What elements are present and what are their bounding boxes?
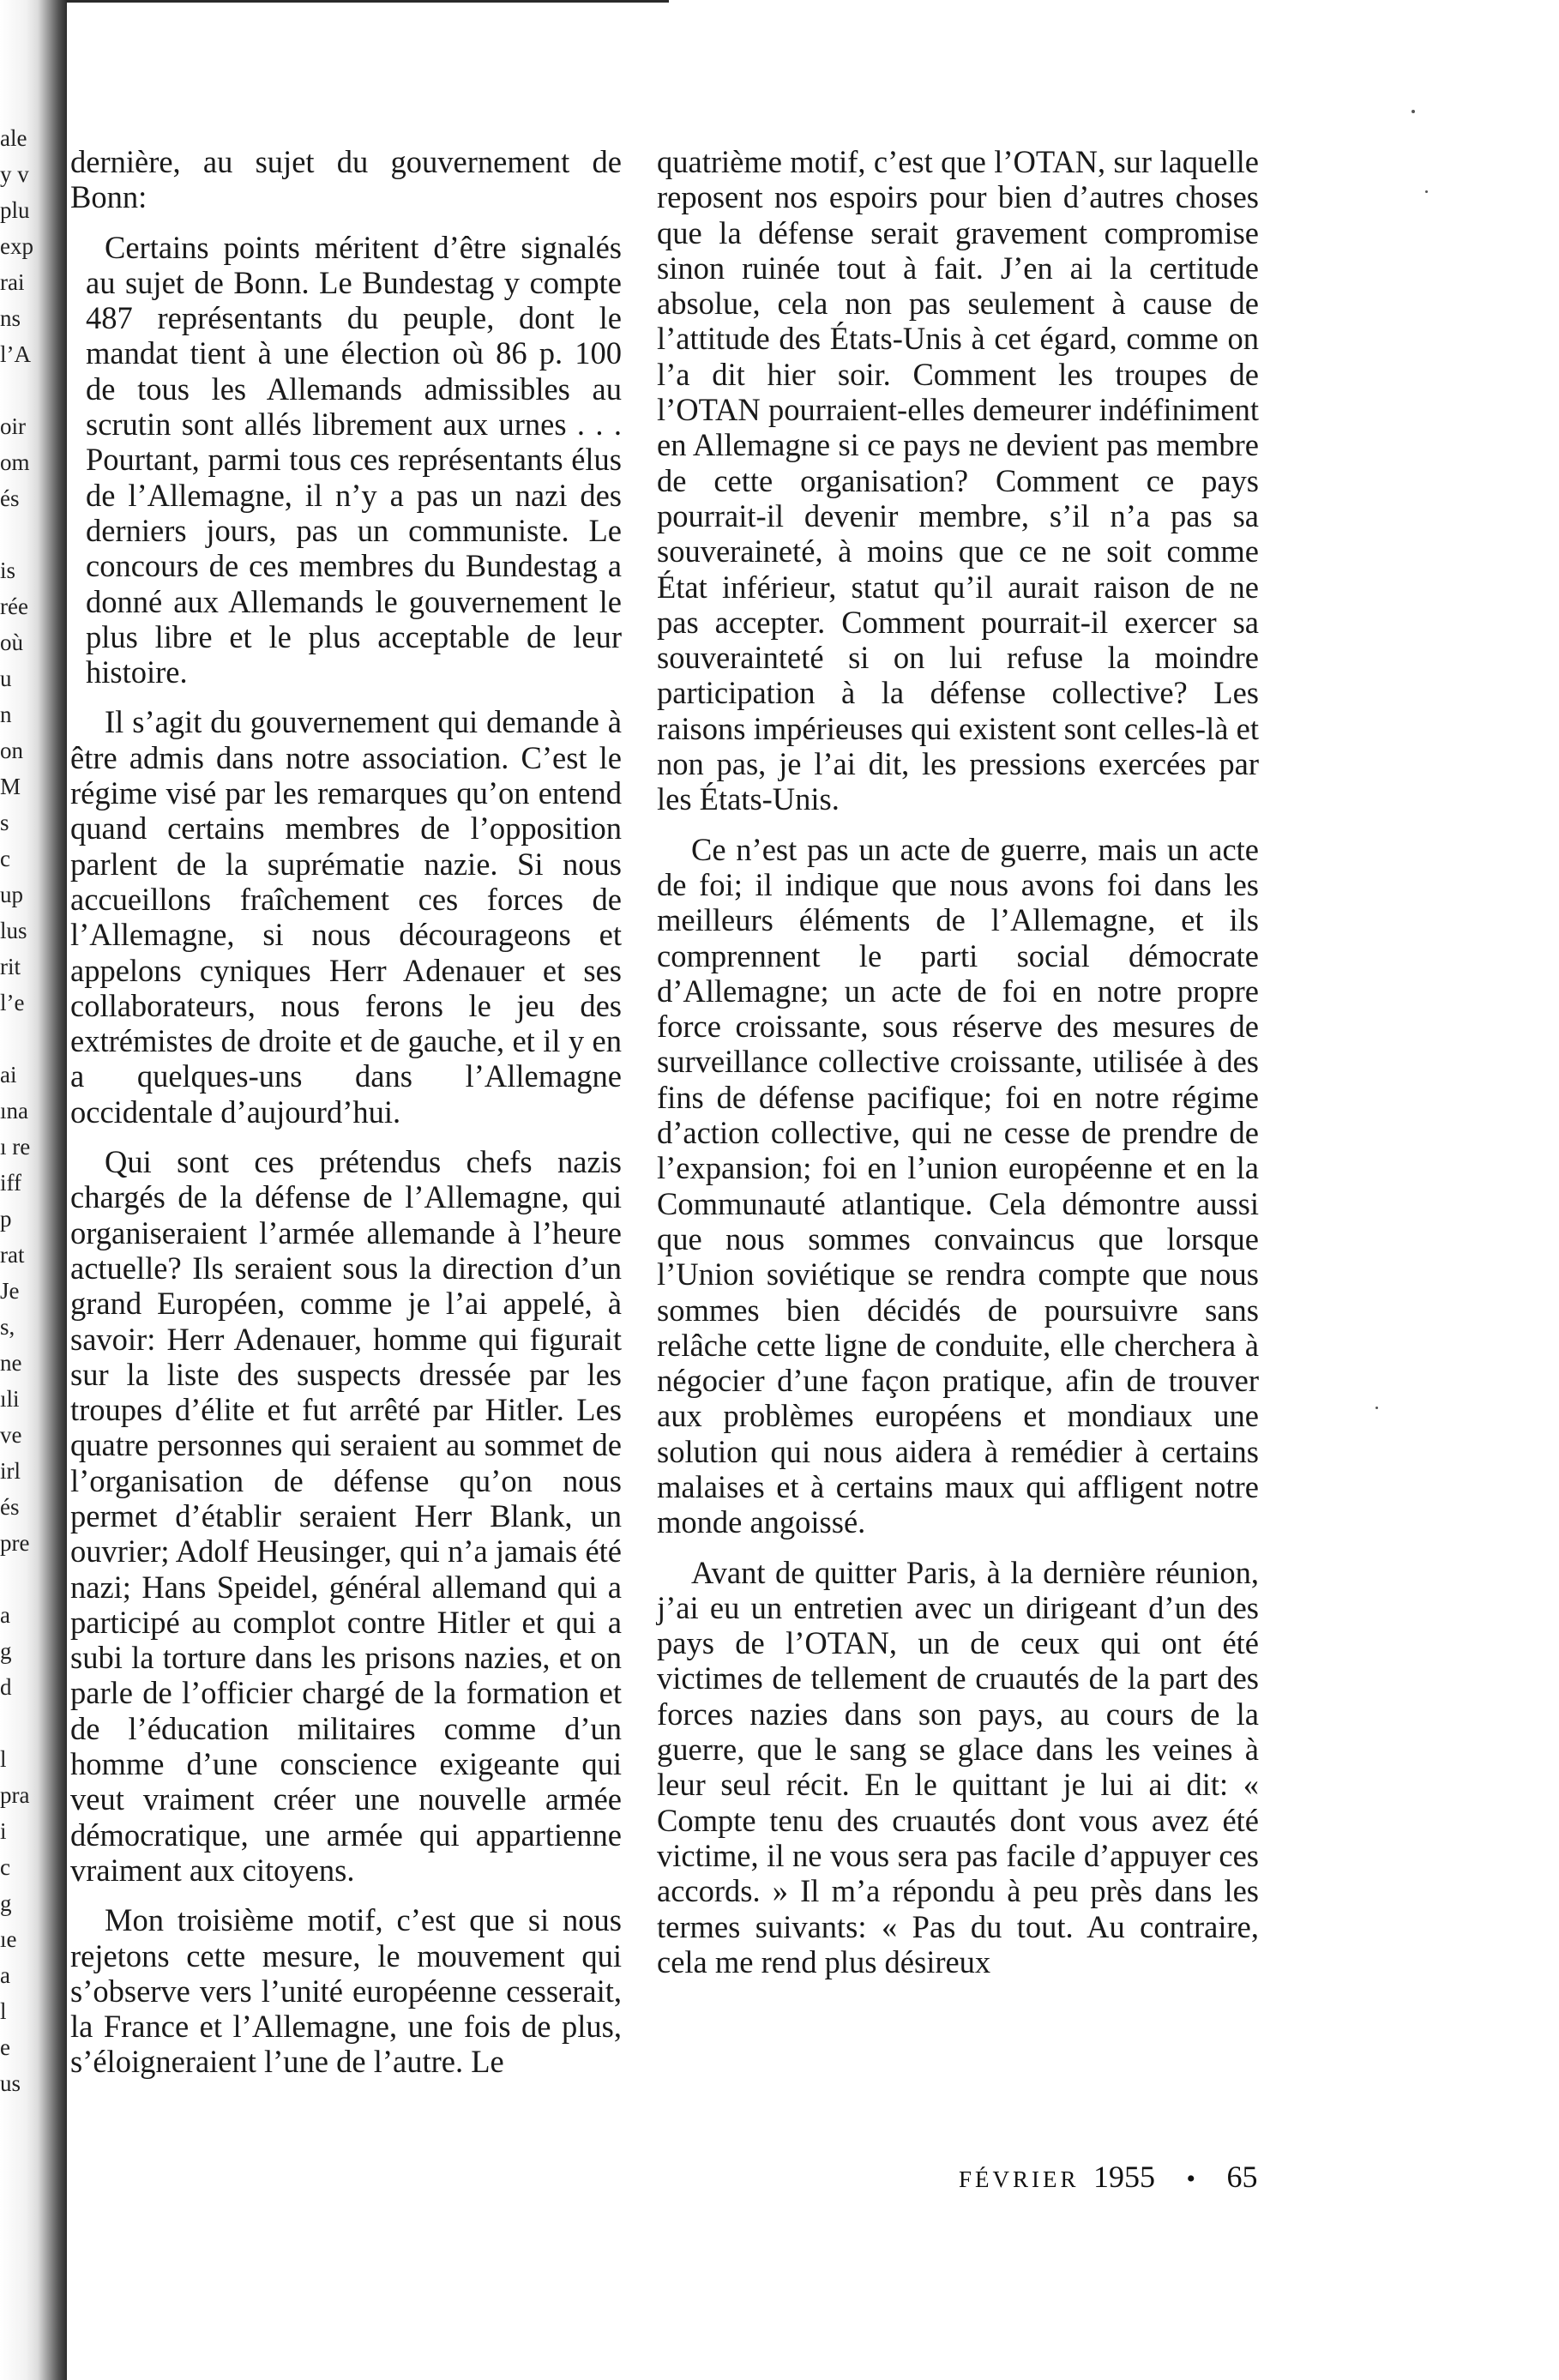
gutter-fragment: ns [0,305,21,331]
gutter-fragment: p [0,1206,12,1232]
gutter-fragment: irl [0,1458,21,1484]
gutter-fragment: où [0,630,23,655]
gutter-fragment: ve [0,1422,22,1448]
left-column [70,144,622,2094]
gutter-fragment: l’e [0,990,25,1015]
gutter-fragment: plu [0,197,30,223]
gutter-fragment: rée [0,593,28,619]
gutter-fragment: ıe [0,1926,17,1952]
gutter-fragment: om [0,449,30,475]
gutter-fragment: l [0,1998,7,2024]
gutter-fragment: lus [0,918,27,943]
gutter-fragment: d [0,1674,12,1700]
top-rule [0,0,669,3]
paragraph: Avant de quitter Paris, à la dernière réunion, j’ai eu un entretien avec un dirigeant d’un des pays de l’OTAN, un de ceux qui ont été victimes de tellement de cruautés de la part des forces nazies dans son pays, au cours de la guerre, que le sang se glace dans les veines à leur seul récit. En le quittant je lui ai dit: « Compte tenu des cruautés dont vous avez été victime, il ne vous sera pas facile d’appuyer ces accords. » Il m’a répondu à peu près dans les termes suivants: « Pas du tout. Au contraire, cela me rend plus désireux [657,1554,1259,1979]
gutter-fragment: g [0,1890,12,1916]
gutter-fragment: s [0,810,9,835]
gutter-fragment: ale [0,125,27,151]
paragraph: dernière, au sujet du gouvernement de Bonn: [70,144,622,215]
gutter-fragment: rai [0,269,25,295]
gutter-fragment: ına [0,1098,28,1124]
gutter-fragment [0,516,51,552]
scan-speck [1412,110,1415,113]
page-number: 65 [1226,2160,1258,2194]
gutter-fragment [0,1561,51,1597]
paragraph: Ce n’est pas un acte de guerre, mais un acte de foi; il indique que nous avons foi dans les meilleurs éléments de l’Allemagne, et ils comprennent le parti social démocrate d’Allemagne; un acte de foi en notre propre force croissante, sous réserve des mesures de surveillance collective croissante, utilisée à des fins de défense pacifique; foi en notre régime d’action collective, qui ne cesse de prendre de l’expansion; foi en l’union européenne et en la Communauté atlantique. Cela démontre aussi que nous sommes convaincus que lorsque l’Union soviétique se rendra compte que nous sommes bien décidés de poursuivre sans relâche cette ligne de conduite, elle cherchera à négocier d’une façon pratique, afin de trouver aux problèmes européens et mondiaux une solution qui nous aidera à remédier à certains malaises et à certains maux qui affligent notre monde angoissé. [657,831,1259,1540]
scan-speck [1425,190,1428,193]
gutter-fragment: oir [0,413,26,439]
gutter-fragment: ne [0,1350,22,1376]
gutter-fragment: pre [0,1530,30,1556]
gutter-fragment: pra [0,1782,30,1808]
gutter-fragment: Je [0,1278,20,1304]
footer-year: 1955 [1093,2160,1156,2194]
paragraph: quatrième motif, c’est que l’OTAN, sur laquelle reposent nos espoirs pour bien d’autres choses que la défense serait gravement compromise sinon ruinée tout à fait. J’en ai la certitude absolue, cela non pas seulement à cause de l’attitude des États-Unis à cet égard, comme on l’a dit hier soir. Comment les troupes de l’OTAN pourraient-elles demeurer indéfiniment en Allemagne si ce pays ne devient pas membre de cette organisation? Comment ce pays pourrait-il devenir membre, s’il n’a pas sa souveraineté, à moins que ce ne soit comme État inférieur, statut qu’il aurait raison de ne pas accepter. Comment pourrait-il exercer sa souverainteté si on lui refuse la moindre participation à la défense collective? Les raisons impérieuses qui existent sont celles-là et non pas, je l’ai dit, les pressions exercées par les États-Unis. [657,144,1259,817]
gutter-fragment: i [0,1818,7,1844]
gutter-fragment: e [0,2034,10,2060]
gutter-fragment: rit [0,954,21,979]
gutter-fragment: a [0,1602,10,1628]
gutter-fragment: l [0,1746,7,1772]
gutter-fragment [0,372,51,408]
gutter-fragment: és [0,1494,20,1520]
paragraph: Certains points méritent d’être signalés au sujet de Bonn. Le Bundestag y compte 487 représentants du peuple, dont le mandat tient à une élection où 86 p. 100 de tous les Allemands admissibles au scrutin sont allés librement aux urnes . . . Pourtant, parmi tous ces représentants élus de l’Allemagne, il n’y a pas un nazi des derniers jours, pas un communiste. Le concours de ces membres du Bundestag a donné aux Allemands le gouvernement le plus libre et le plus acceptable de leur histoire. [86,229,622,690]
gutter-fragment: y v [0,161,29,187]
paragraph: Mon troisième motif, c’est que si nous rejetons cette mesure, le mouvement qui s’observe vers l’unité européenne cesserait, la France et l’Allemagne, une fois de plus, s’éloigneraient l’une de l’autre. Le [70,1902,622,2080]
gutter-fragment: ai [0,1062,17,1088]
scan-speck [1375,1407,1378,1409]
gutter-fragment: ı re [0,1134,31,1160]
gutter-fragment: a [0,1962,10,1988]
gutter-fragment: u [0,666,12,691]
gutter-fragment [0,1021,51,1057]
facing-page-edge [0,120,51,2264]
gutter-fragment: M [0,774,21,799]
gutter-fragment: exp [0,233,33,259]
page-footer [959,2159,1258,2195]
paragraph: Qui sont ces prétendus chefs nazis chargés de la défense de l’Allemagne, qui organiseraient l’armée allemande à l’heure actuelle? Ils seraient sous la direction d’un grand Européen, comme je l’ai appelé, à savoir: Herr Adenauer, homme qui figurait sur la liste des suspects dressée par les troupes d’élite et fut arrêté par Hitler. Les quatre personnes qui seraient au sommet de l’organisation de défense qu’on nous permet d’établir seraient Herr Blank, un ouvrier; Adolf Heusinger, qui n’a jamais été nazi; Hans Speidel, général allemand qui a participé au complot contre Hitler et qui a subi la torture dans les prisons nazies, et on parle de l’officier chargé de la formation et de l’éducation militaires comme d’un homme d’une conscience exigeante qui veut vraiment créer une nouvelle armée démocratique, une armée qui appartienne vraiment aux citoyens. [70,1144,622,1888]
gutter-fragment: ıli [0,1386,20,1412]
gutter-fragment: c [0,1854,10,1880]
gutter-fragment [0,1705,51,1741]
gutter-fragment: g [0,1638,12,1664]
footer-bullet: • [1186,2165,1196,2193]
gutter-fragment: l’A [0,341,31,367]
gutter-fragment: iff [0,1170,21,1196]
gutter-fragment: is [0,557,16,583]
gutter-fragment: s, [0,1314,15,1340]
gutter-fragment: up [0,882,23,907]
gutter-fragment: rat [0,1242,25,1268]
right-column [657,144,1259,1994]
gutter-fragment: c [0,846,10,871]
gutter-fragment: és [0,485,20,511]
gutter-fragment: n [0,702,12,727]
paragraph: Il s’agit du gouvernement qui demande à être admis dans notre association. C’est le régime visé par les remarques qu’on entend quand certains membres de l’opposition parlent de la suprématie nazie. Si nous accueillons fraîchement ces forces de l’Allemagne, si nous décourageons et appelons cyniques Herr Adenauer et ses collaborateurs, nous ferons le jeu des extrémistes de droite et de gauche, et il y en a quelques-uns dans l’Allemagne occidentale d’aujourd’hui. [70,704,622,1130]
gutter-fragment: us [0,2070,21,2096]
gutter-fragment: on [0,738,23,763]
footer-month: FÉVRIER [959,2166,1080,2192]
